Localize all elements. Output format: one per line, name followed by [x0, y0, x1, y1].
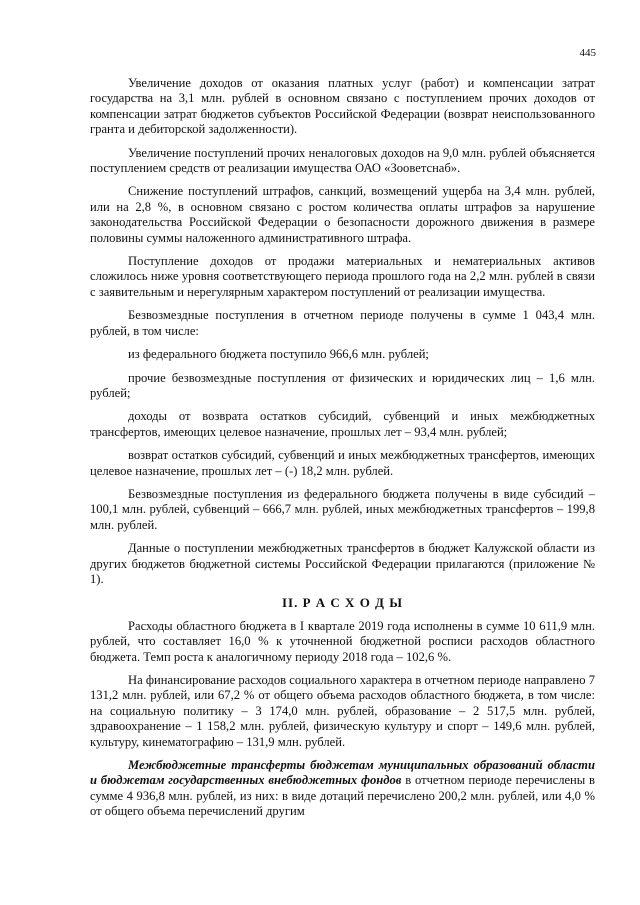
paragraph-interbudget-transfers: [90, 758, 595, 820]
interbudget-transfers-emphasis: Межбюджетные трансферты бюджетам муниципальных образований области и бюджетам государственных внебюджетных фондов: [90, 758, 595, 788]
paragraph-budget-expenses: Расходы областного бюджета в I квартале 2019 года исполнены в сумме 10 611,9 млн. рублей, что составляет 16,0 % к уточненной бюджетной росписи расходов областного бюджета. Темп роста к аналогичному периоду 2018 года – 102,6 %.: [90, 618, 595, 664]
paragraph-gratuitous-receipts: Безвозмездные поступления в отчетном периоде получены в сумме 1 043,4 млн. рублей, в том числе:: [90, 308, 595, 338]
page-number: 445: [579, 47, 596, 59]
paragraph-fines-decrease: Снижение поступлений штрафов, санкций, возмещений ущерба на 3,4 млн. рублей, или на 2,8 %, в основном связано с ростом количества оплаты штрафов за нарушение законодательства Российской Федерации о безопасности дорожного движения в размере половины суммы наложенного административного штрафа.: [90, 184, 595, 245]
paragraph-federal-budget-receipts: из федерального бюджета поступило 966,6 млн. рублей;: [128, 347, 429, 362]
paragraph-other-nontax-income: Увеличение поступлений прочих неналоговых доходов на 9,0 млн. рублей объясняется поступлением средств от реализации имущества ОАО «Зооветснаб».: [90, 145, 595, 176]
section-heading-expenses: II. Р А С Х О Д Ы: [281, 595, 404, 611]
paragraph-subsidy-return-income: доходы от возврата остатков субсидий, субвенций и иных межбюджетных трансфертов, имеющих целевое назначение, прошлых лет – 93,4 млн. рублей;: [90, 409, 595, 439]
paragraph-federal-transfer-types: Безвозмездные поступления из федерального бюджета получены в виде субсидий – 100,1 млн. рублей, субвенций – 666,7 млн. рублей, иных межбюджетных трансфертов – 199,8 млн. рублей.: [90, 486, 595, 532]
paragraph-subsidy-return: возврат остатков субсидий, субвенций и иных межбюджетных трансфертов, имеющих целевое назначение, прошлых лет – (-) 18,2 млн. рублей.: [90, 448, 595, 478]
paragraph-other-gratuitous-receipts: прочие безвозмездные поступления от физических и юридических лиц – 1,6 млн. рублей;: [90, 370, 595, 400]
paragraph-transfer-appendix: Данные о поступлении межбюджетных трансфертов в бюджет Калужской области из других бюджетов бюджетной системы Российской Федерации прилагаются (приложение № 1).: [90, 541, 595, 586]
paragraph-social-expenses: На финансирование расходов социального характера в отчетном периоде направлено 7 131,2 млн. рублей, или 67,2 % от общего объема расходов областного бюджета, в том числе: на социальную политику – 3 174,0 млн. рублей, образование – 2 517,5 млн. рублей, здравоохранение – 1 158,2 млн. рублей, физическую культуру и спорт – 149,6 млн. рублей, культуру, кинематографию – 131,9 млн. рублей.: [90, 673, 595, 749]
paragraph-paid-services-income: Увеличение доходов от оказания платных услуг (работ) и компенсации затрат государства на 3,1 млн. рублей в основном связано с поступлением прочих доходов от компенсации затрат бюджетов субъектов Российской Федерации (возврат неиспользованного гранта и дебиторской задолженности).: [90, 76, 595, 137]
paragraph-asset-sales-income: Поступление доходов от продажи материальных и нематериальных активов сложилось ниже уровня соответствующего периода прошлого года на 2,2 млн. рублей в связи с заявительным и нерегулярным характером поступлений от реализации имущества.: [90, 254, 595, 299]
interbudget-transfers-text: в отчетном периоде перечислены в сумме 4 936,8 млн. рублей, из них: в виде дотаций перечислено 200,2 млн. рублей, или 4,0 % от общего объема перечислений другим: [90, 773, 595, 819]
document-body: [90, 76, 595, 828]
